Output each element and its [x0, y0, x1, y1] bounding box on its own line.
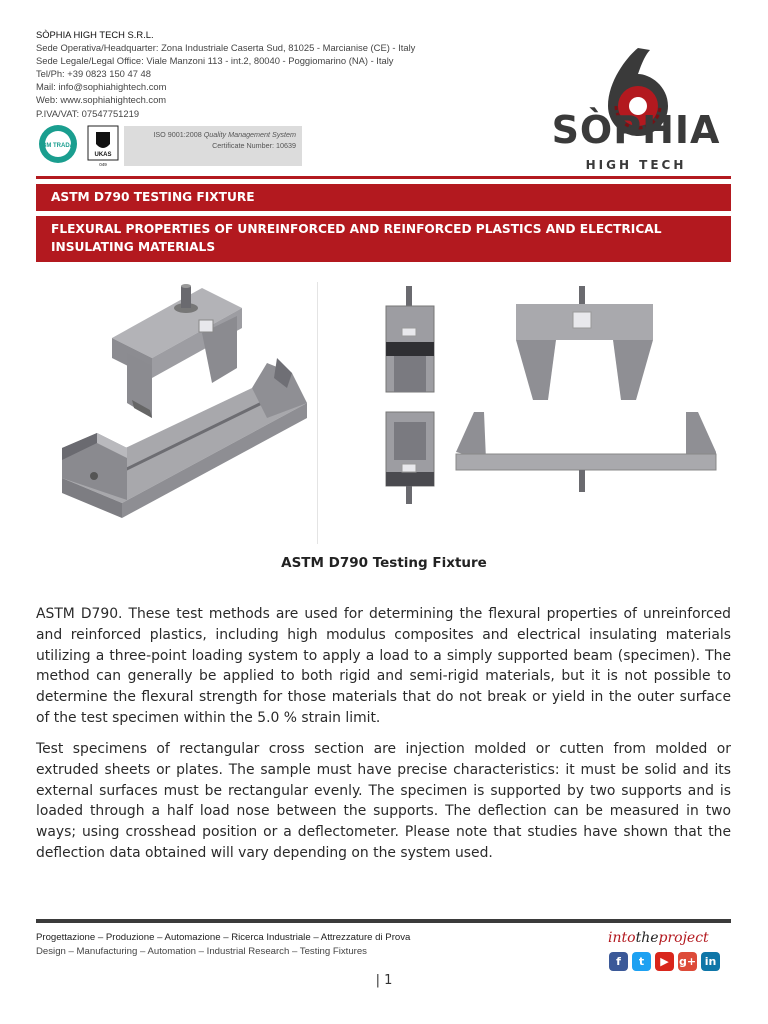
iso-standard: ISO 9001:2008	[153, 130, 202, 139]
google-plus-icon[interactable]: g+	[678, 952, 697, 971]
company-name: SÒPHIA HIGH TECH S.R.L.	[36, 29, 154, 40]
youtube-icon[interactable]: ▶	[655, 952, 674, 971]
body-paragraph-1: ASTM D790. These test methods are used for determining the flexural properties of unreinforced and reinforced plastics, including high modulus composites and electrical insulating materials utilizing a three-point loading system to apply a load to a simply supported beam (specimen). The method can generally be applied to both rigid and semi-rigid materials, but it is not possible to determine the flexural strength for those materials that do not break or yield in the outer surface of the test specimen within the 5.0 % strain limit.	[36, 606, 731, 726]
section-subtitle-bar: FLEXURAL PROPERTIES OF UNREINFORCED AND REINFORCED PLASTICS AND ELECTRICAL INSULATING MATERIALS	[36, 216, 731, 262]
bm-trada-text: BM TRADA	[42, 143, 74, 149]
tagline-the: the	[635, 930, 659, 946]
email[interactable]: Mail: info@sophiahightech.com	[36, 81, 167, 93]
ukas-text: UKAS	[94, 152, 112, 158]
certificate-number: Certificate Number: 10639	[212, 141, 296, 150]
logo-subtitle: HIGH TECH	[585, 158, 687, 172]
footer-services-italian: Progettazione – Produzione – Automazione – Ricerca Industriale – Attrezzature di Prova	[36, 932, 411, 943]
tagline-project: project	[658, 930, 709, 946]
social-links	[609, 952, 720, 971]
section-title-bar: ASTM D790 TESTING FIXTURE	[36, 184, 731, 211]
footer-divider	[36, 919, 731, 923]
fixture-orthographic-views-image	[378, 282, 722, 524]
footer-services-english: Design – Manufacturing – Automation – Industrial Research – Testing Fixtures	[36, 946, 367, 957]
company-info	[36, 28, 496, 120]
address-legal: Sede Legale/Legal Office: Viale Manzoni 113 - int.2, 80040 - Poggiomarino (NA) - Italy	[36, 55, 394, 67]
iso-qms: Quality Management System	[203, 130, 296, 139]
figure-divider	[317, 282, 318, 544]
ukas-number: 049	[99, 162, 107, 167]
website[interactable]: Web: www.sophiahightech.com	[36, 94, 167, 106]
header-divider	[36, 176, 731, 179]
tagline-into: into	[608, 930, 636, 946]
facebook-icon[interactable]: f	[609, 952, 628, 971]
front-view-upper	[516, 286, 653, 400]
address-operational: Sede Operativa/Headquarter: Zona Industriale Caserta Sud, 81025 - Marcianise (CE) - Italy	[36, 42, 416, 54]
side-view-upper	[386, 286, 434, 392]
fixture-isometric-image	[52, 278, 314, 548]
phone: Tel/Ph: +39 0823 150 47 48	[36, 68, 151, 80]
logo-wordmark: SÒPHIA	[551, 108, 721, 152]
tagline	[608, 930, 709, 946]
body-paragraph-2: Test specimens of rectangular cross section are injection molded or cutten from molded or extruded sheets or plates. The sample must have precise characteristics: it must be solid and its external surfaces must be rectangular evenly. The specimen is supported by two supports and is loaded through a half load nose between the supports. The deflection can be measured in two ways; using crosshead position or a deflectometer. Please note that studies have shown that the deflection data obtained will vary depending on the system used.	[36, 741, 731, 861]
front-view-lower	[456, 412, 716, 492]
figure-caption: ASTM D790 Testing Fixture	[281, 555, 487, 571]
page-number: | 1	[375, 973, 393, 988]
ukas-logo	[88, 126, 118, 167]
linkedin-icon[interactable]: in	[701, 952, 720, 971]
iso-certificate-box	[124, 126, 302, 166]
side-view-lower	[386, 412, 434, 504]
vat: P.IVA/VAT: 07547751219	[36, 107, 140, 119]
twitter-icon[interactable]: t	[632, 952, 651, 971]
bm-trada-logo	[39, 125, 77, 163]
